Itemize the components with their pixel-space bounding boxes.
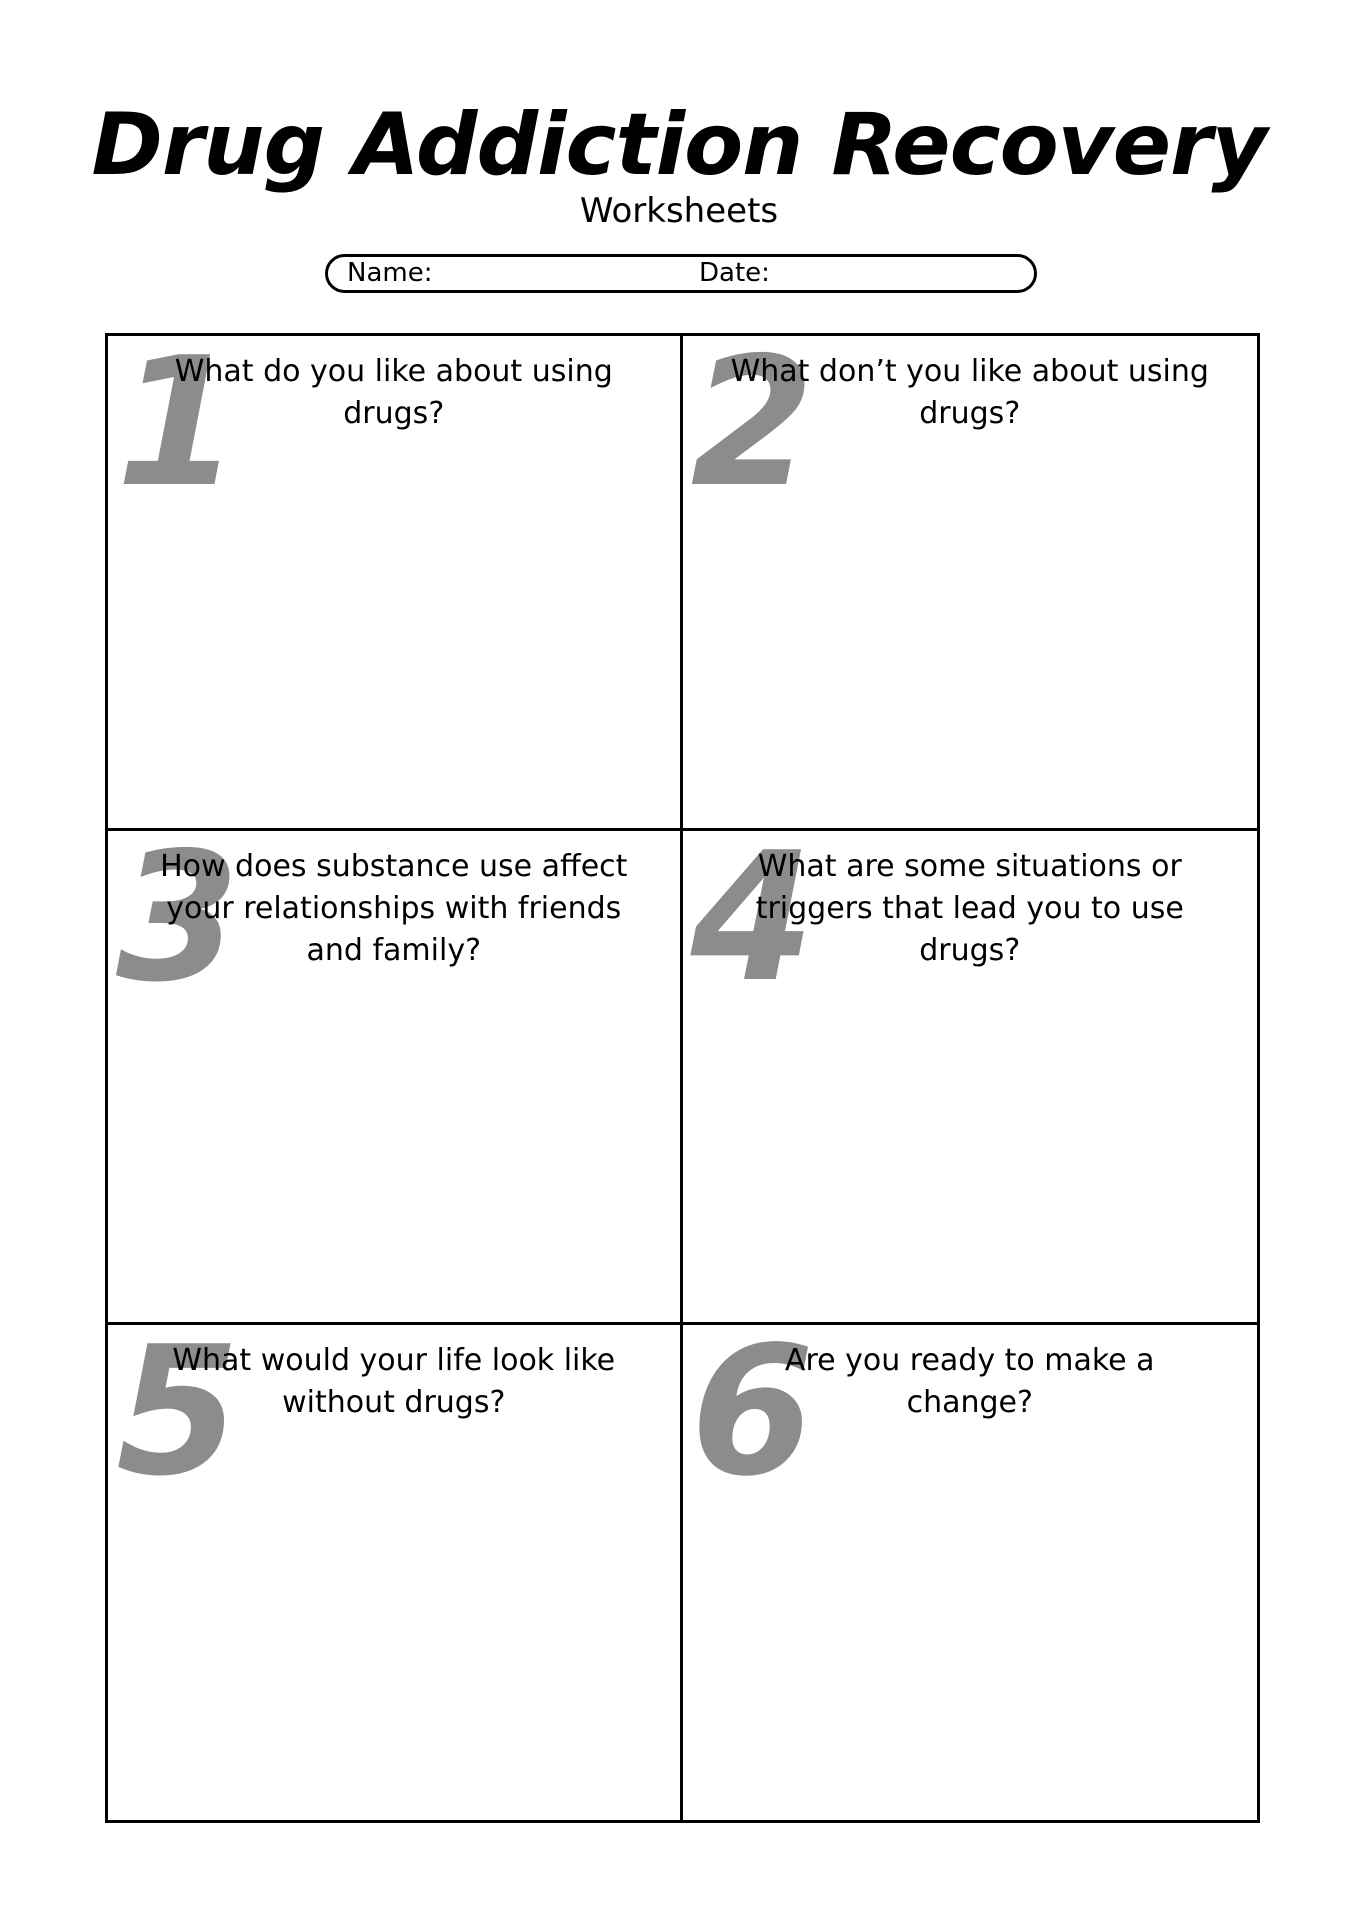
question-number-3: 3: [116, 830, 240, 1021]
question-number-2: 2: [690, 336, 815, 526]
question-box-1[interactable]: [108, 336, 683, 831]
question-number-4: 4: [690, 830, 815, 1021]
question-box-5[interactable]: [108, 1325, 683, 1820]
question-number-1: 1: [116, 336, 240, 526]
date-label: Date:: [699, 258, 770, 288]
question-box-3[interactable]: [108, 831, 683, 1326]
worksheet-subtitle: Worksheets: [579, 191, 779, 231]
question-box-4[interactable]: [683, 831, 1258, 1326]
question-box-6[interactable]: [683, 1325, 1258, 1820]
question-text-5: What would your life look like without drugs?: [172, 1343, 616, 1421]
question-number-6: 6: [690, 1325, 815, 1516]
question-text-4: What are some situations or triggers that lead you to use drugs?: [755, 848, 1184, 968]
name-label: Name:: [347, 258, 433, 288]
question-text-1: What do you like about using drugs?: [174, 354, 613, 431]
question-text-3: How does substance use affect your relationships with friends and family?: [160, 848, 628, 968]
question-text-2: What don’t you like about using drugs?: [730, 354, 1209, 431]
question-number-5: 5: [116, 1325, 240, 1516]
question-box-2[interactable]: [683, 336, 1258, 831]
name-date-field[interactable]: [325, 254, 1037, 293]
worksheet-title: Drug Addiction Recovery: [91, 95, 1267, 195]
question-text-6: Are you ready to make a change?: [784, 1343, 1155, 1421]
question-grid: [105, 333, 1260, 1823]
